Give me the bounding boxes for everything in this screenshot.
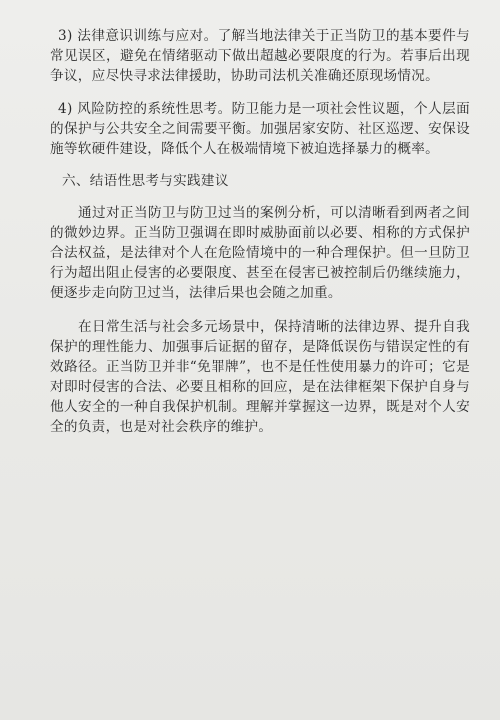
body-paragraph-practice: 在日常生活与社会多元场景中，保持清晰的法律边界、提升自我保护的理性能力、加强事后证据的留存，是降低误伤与错误定性的有效路径。正当防卫并非“免罪牌”，也不是任性使用暴力的许可；它是对即时侵害的合法、必要且相称的回应，是在法律框架下保护自身与他人安全的一种自我保护机制。理解并掌握这一边界，既是对个人安全的负责，也是对社会秩序的维护。 xyxy=(50,319,470,435)
list-item-legal-awareness: 3) 法律意识训练与应对。了解当地法律关于正当防卫的基本要件与常见误区，避免在情绪驱动下做出超越必要限度的行为。若事后出现争议，应尽快寻求法律援助，协助司法机关准确还原现场情况。 xyxy=(50,28,470,84)
list-item-risk-control: 4) 风险防控的系统性思考。防卫能力是一项社会性议题，个人层面的保护与公共安全之间需要平衡。加强居家安防、社区巡逻、安保设施等软硬件建设，降低个人在极端情境下被迫选择暴力的概率。 xyxy=(50,101,470,157)
body-paragraph-analysis: 通过对正当防卫与防卫过当的案例分析，可以清晰看到两者之间的微妙边界。正当防卫强调在即时威胁面前以必要、相称的方式保护合法权益，是法律对个人在危险情境中的一种合理保护。但一旦防卫行为超出阻止侵害的必要限度、甚至在侵害已被控制后仍继续施力，便逐步走向防卫过当，法律后果也会随之加重。 xyxy=(50,205,470,301)
section-heading: 六、结语性思考与实践建议 xyxy=(62,173,229,189)
